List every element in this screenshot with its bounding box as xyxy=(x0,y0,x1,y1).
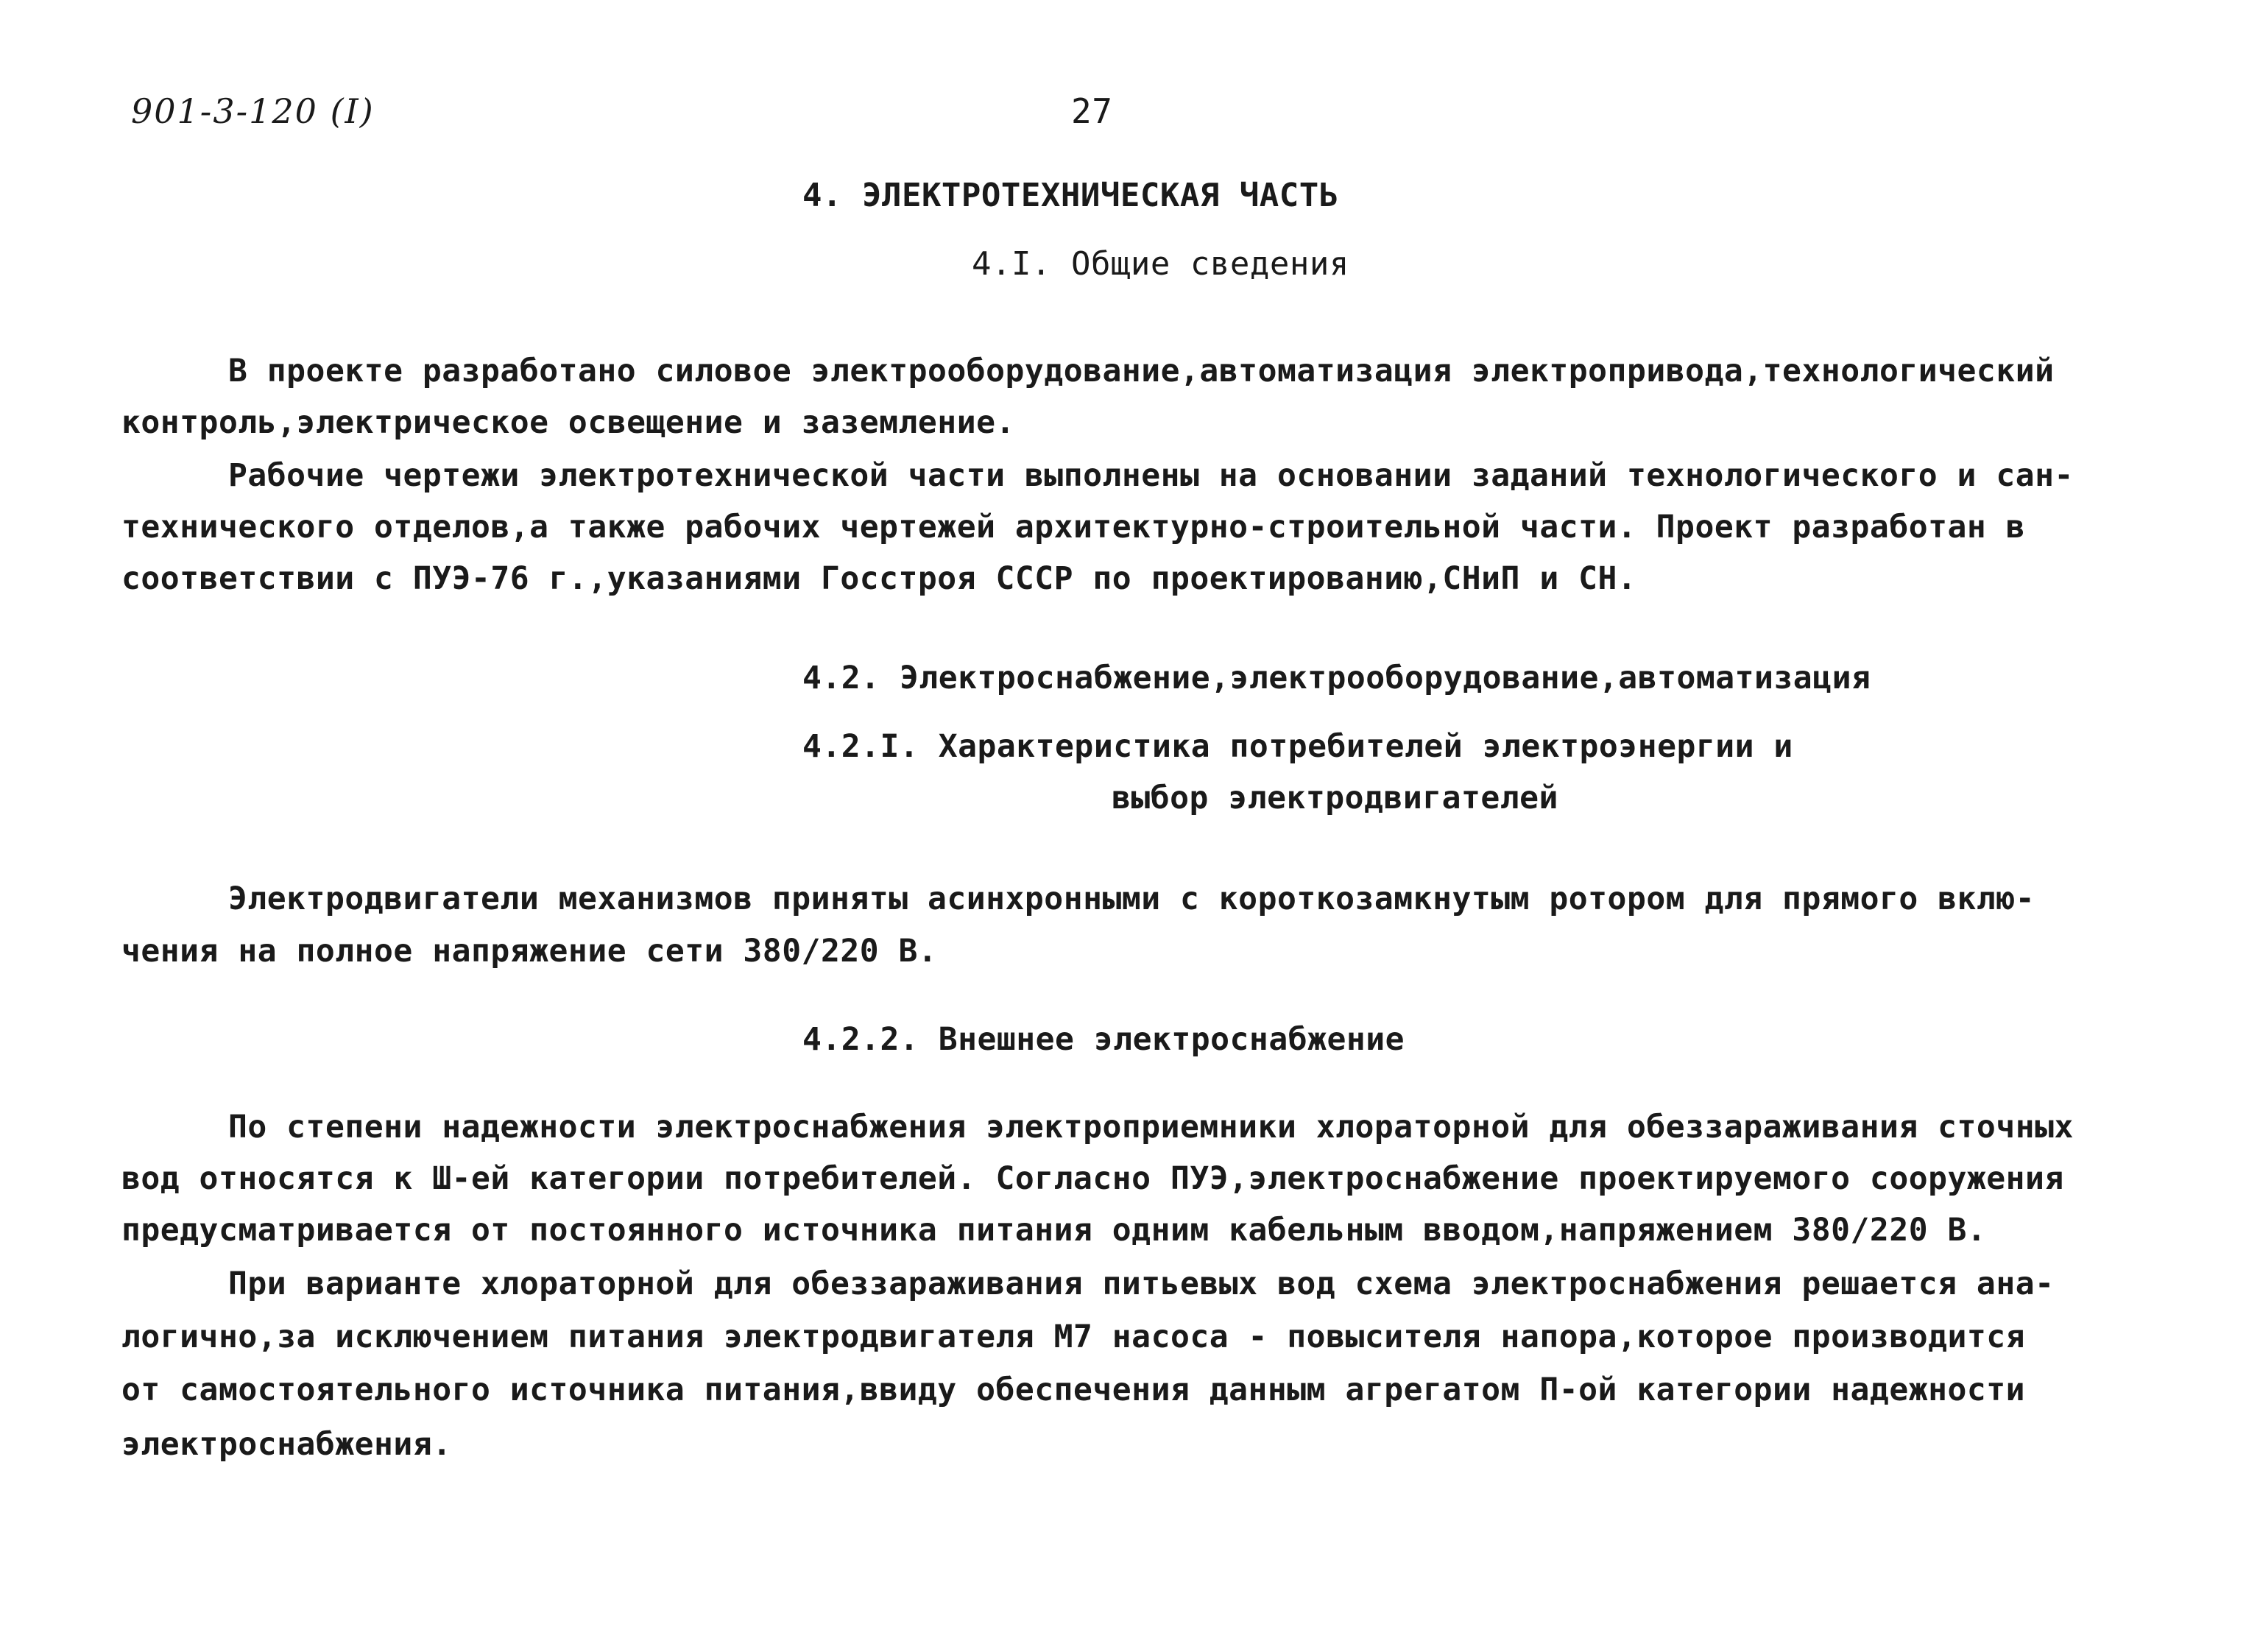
paragraph-4-line-3: предусматривается от постоянного источника питания одним кабельным вводом,напряжением 380/220 В. xyxy=(121,1212,1987,1249)
paragraph-3-line-1: Электродвигатели механизмов приняты асинхронными с короткозамкнутым ротором для прямого вклю- xyxy=(228,880,2035,917)
paragraph-2-line-3: соответствии с ПУЭ-76 г.,указаниями Госстроя СССР по проектированию,СНиП и СН. xyxy=(121,560,1637,597)
section-title: 4. ЭЛЕКТРОТЕХНИЧЕСКАЯ ЧАСТЬ xyxy=(802,177,1339,214)
paragraph-5-line-2: логично,за исключением питания электродвигателя М7 насоса - повысителя напора,которое производится xyxy=(121,1319,2026,1355)
subsection-4-1-title: 4.I. Общие сведения xyxy=(972,245,1349,283)
subsection-4-2-2-title: 4.2.2. Внешнее электроснабжение xyxy=(802,1021,1405,1058)
paragraph-5-line-1: При варианте хлораторной для обеззараживания питьевых вод схема электроснабжения решается ана- xyxy=(228,1266,2055,1302)
document-code: 901-3-120 (I) xyxy=(131,91,375,131)
paragraph-1-line-2: контроль,электрическое освещение и заземление. xyxy=(121,404,1015,441)
paragraph-5-line-3: от самостоятельного источника питания,ввиду обеспечения данным агрегатом П-ой категории надежности xyxy=(121,1372,2026,1408)
paragraph-1-line-1: В проекте разработано силовое электрооборудование,автоматизация электропривода,технологический xyxy=(228,353,2055,389)
paragraph-3-line-2: чения на полное напряжение сети 380/220 В. xyxy=(121,933,938,970)
paragraph-5-line-4: электроснабжения. xyxy=(121,1426,452,1463)
subsection-4-2-title: 4.2. Электроснабжение,электрооборудование,автоматизация xyxy=(802,660,1871,696)
subsection-4-2-1-title-line-2: выбор электродвигателей xyxy=(1112,780,1558,816)
subsection-4-2-1-title-line-1: 4.2.I. Характеристика потребителей электроэнергии и xyxy=(802,728,1793,765)
paragraph-2-line-1: Рабочие чертежи электротехнической части выполнены на основании заданий технологического и сан- xyxy=(228,457,2074,494)
page-number: 27 xyxy=(1071,91,1113,131)
paragraph-4-line-1: По степени надежности электроснабжения электроприемники хлораторной для обеззараживания сточных xyxy=(228,1109,2074,1146)
paragraph-4-line-2: вод относятся к Ш-ей категории потребителей. Согласно ПУЭ,электроснабжение проектируемого сооружения xyxy=(121,1160,2064,1197)
paragraph-2-line-2: технического отделов,а также рабочих чертежей архитектурно-строительной части. Проект разработан в xyxy=(121,509,2026,546)
